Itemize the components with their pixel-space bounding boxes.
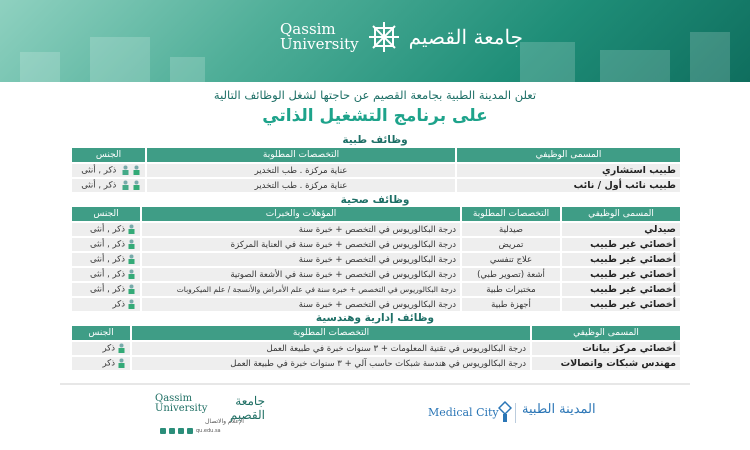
medical-city-ar: المدينة الطبية [522, 402, 596, 417]
table-row [72, 253, 680, 266]
logo-divider [515, 403, 516, 423]
gender-text: ذكر , أنثى [81, 165, 117, 176]
job-spec: تمريض [462, 238, 560, 251]
male-person-icon [117, 343, 126, 353]
job-spec: درجة البكالوريوس في هندسة شبكات حاسب آلي + ٣ سنوات خبرة في طبيعة العمل [132, 357, 530, 370]
col-job-title: المسمى الوظيفي [532, 326, 680, 340]
qu-footer-en-line2: University [155, 403, 208, 414]
building-shape [90, 37, 150, 82]
gender-text: ذكر , أنثى [89, 224, 125, 235]
table-row [72, 238, 680, 251]
building-shape [170, 57, 205, 82]
job-title: طبيب استشاري [457, 164, 680, 177]
job-gender [72, 357, 130, 370]
table-row [72, 179, 680, 192]
job-qual: درجة البكالوريوس في التخصص + خبرة سنة [142, 298, 460, 311]
building-shape [20, 52, 60, 82]
health-jobs-table [70, 205, 682, 313]
medical-jobs-title: وظائف طبية [342, 134, 408, 146]
job-gender [72, 253, 140, 266]
job-qual: درجة البكالوريوس في التخصص + خبرة سنة [142, 223, 460, 236]
person-icon [127, 239, 136, 249]
job-gender [72, 164, 145, 177]
gender-text: ذكر , أنثى [89, 269, 125, 280]
person-icon [127, 284, 136, 294]
table-row [72, 223, 680, 236]
job-title: صيدلي [562, 223, 680, 236]
person-icon [127, 269, 136, 279]
table-row [72, 283, 680, 296]
job-gender [72, 268, 140, 281]
announcement-title: على برنامج التشغيل الذاتي [262, 106, 488, 126]
table-header-row [72, 148, 680, 162]
female-person-icon [121, 165, 130, 175]
footer-divider [60, 383, 690, 385]
job-title: طبيب نائب أول / نائب [457, 179, 680, 192]
table-row [72, 164, 680, 177]
job-title: أخصائي مركز بيانات [532, 342, 680, 355]
job-qual: درجة البكالوريوس في التخصص + خبرة سنة [142, 253, 460, 266]
gender-text: ذكر , أنثى [89, 284, 125, 295]
university-logo [280, 12, 523, 62]
job-gender [72, 223, 140, 236]
medical-jobs-table [70, 146, 682, 194]
col-job-title: المسمى الوظيفي [562, 207, 680, 221]
job-spec: درجة البكالوريوس في تقنية المعلومات + ٣ سنوات خبرة في طبيعة العمل [132, 342, 530, 355]
job-gender [72, 179, 145, 192]
logo-en [280, 22, 359, 52]
job-gender [72, 342, 130, 355]
gender-text: ذكر [102, 343, 115, 354]
admin-jobs-table [70, 324, 682, 372]
table-row [72, 342, 680, 355]
qu-footer-logo [155, 388, 265, 440]
male-person-icon [132, 165, 141, 175]
header-banner [0, 0, 750, 82]
job-gender [72, 298, 140, 311]
male-person-icon [132, 180, 141, 190]
job-title: مهندس شبكات واتصالات [532, 357, 680, 370]
logo-ar: جامعة القصيم [408, 25, 523, 49]
job-title: أخصائي غير طبيب [562, 283, 680, 296]
col-gender: الجنس [72, 148, 145, 162]
qu-footer-en [155, 394, 207, 414]
job-title: أخصائي غير طبيب [562, 238, 680, 251]
announcement-line1: تعلن المدينة الطبية بجامعة القصيم عن حاجتها لشغل الوظائف التالية [213, 88, 537, 102]
male-person-icon [117, 358, 126, 368]
job-spec: عناية مركزة . طب التخدير [147, 179, 455, 192]
job-title: أخصائي غير طبيب [562, 253, 680, 266]
job-qual: درجة البكالوريوس في التخصص + خبرة سنة في الأشعة الصوتية [142, 268, 460, 281]
person-icon [127, 224, 136, 234]
admin-jobs-title: وظائف إدارية وهندسية [315, 312, 435, 324]
logo-en-line1: Qassim [280, 20, 336, 38]
youtube-icon[interactable] [160, 428, 166, 434]
job-spec: صيدلية [462, 223, 560, 236]
job-qual: درجة البكالوريوس في التخصص + خبرة سنة في العناية المركزة [142, 238, 460, 251]
building-shape [520, 42, 575, 82]
gender-text: ذكر [102, 358, 115, 369]
qu-footer-en-line1: Qassim [155, 393, 193, 404]
col-qualifications: المؤهلات والخبرات [142, 207, 460, 221]
job-title: أخصائي غير طبيب [562, 298, 680, 311]
col-job-title: المسمى الوظيفي [457, 148, 680, 162]
table-header-row [72, 326, 680, 340]
job-gender [72, 283, 140, 296]
medical-city-en: Medical City [428, 406, 499, 419]
job-spec: عناية مركزة . طب التخدير [147, 164, 455, 177]
social-links [160, 428, 221, 434]
gender-text: ذكر [112, 299, 125, 310]
job-title: أخصائي غير طبيب [562, 268, 680, 281]
col-specialization: التخصصات المطلوبة [147, 148, 455, 162]
job-spec: مختبرات طبية [462, 283, 560, 296]
university-emblem-icon [367, 20, 401, 54]
col-specialization: التخصصات المطلوبة [132, 326, 530, 340]
building-shape [690, 32, 730, 82]
logo-en-line2: University [280, 35, 359, 53]
job-spec: علاج تنفسي [462, 253, 560, 266]
twitter-icon[interactable] [178, 428, 184, 434]
table-row [72, 268, 680, 281]
qu-handle[interactable]: qu.edu.sa [196, 428, 221, 434]
job-gender [72, 238, 140, 251]
person-icon [127, 254, 136, 264]
col-gender: الجنس [72, 207, 140, 221]
male-person-icon [127, 299, 136, 309]
table-row [72, 298, 680, 311]
medical-city-logo [410, 397, 610, 431]
col-specialization: التخصصات المطلوبة [462, 207, 560, 221]
job-spec: أشعة (تصوير طبي) [462, 268, 560, 281]
medical-city-emblem-icon [498, 401, 512, 423]
health-jobs-title: وظائف صحية [340, 194, 410, 206]
col-gender: الجنس [72, 326, 130, 340]
qu-footer-sub: الإعلام والاتصال [205, 418, 244, 425]
gender-text: ذكر , أنثى [89, 254, 125, 265]
instagram-icon[interactable] [169, 428, 175, 434]
job-spec: أجهزة طبية [462, 298, 560, 311]
female-person-icon [121, 180, 130, 190]
table-row [72, 357, 680, 370]
facebook-icon[interactable] [187, 428, 193, 434]
gender-text: ذكر , أنثى [89, 239, 125, 250]
building-shape [600, 50, 670, 82]
gender-text: ذكر , أنثى [81, 180, 117, 191]
job-qual: درجة البكالوريوس في التخصص + خبرة سنة في علم الأمراض والأنسجة / علم الميكروبات [142, 283, 460, 296]
qu-footer-ar: جامعة القصيم [229, 394, 265, 422]
table-header-row [72, 207, 680, 221]
